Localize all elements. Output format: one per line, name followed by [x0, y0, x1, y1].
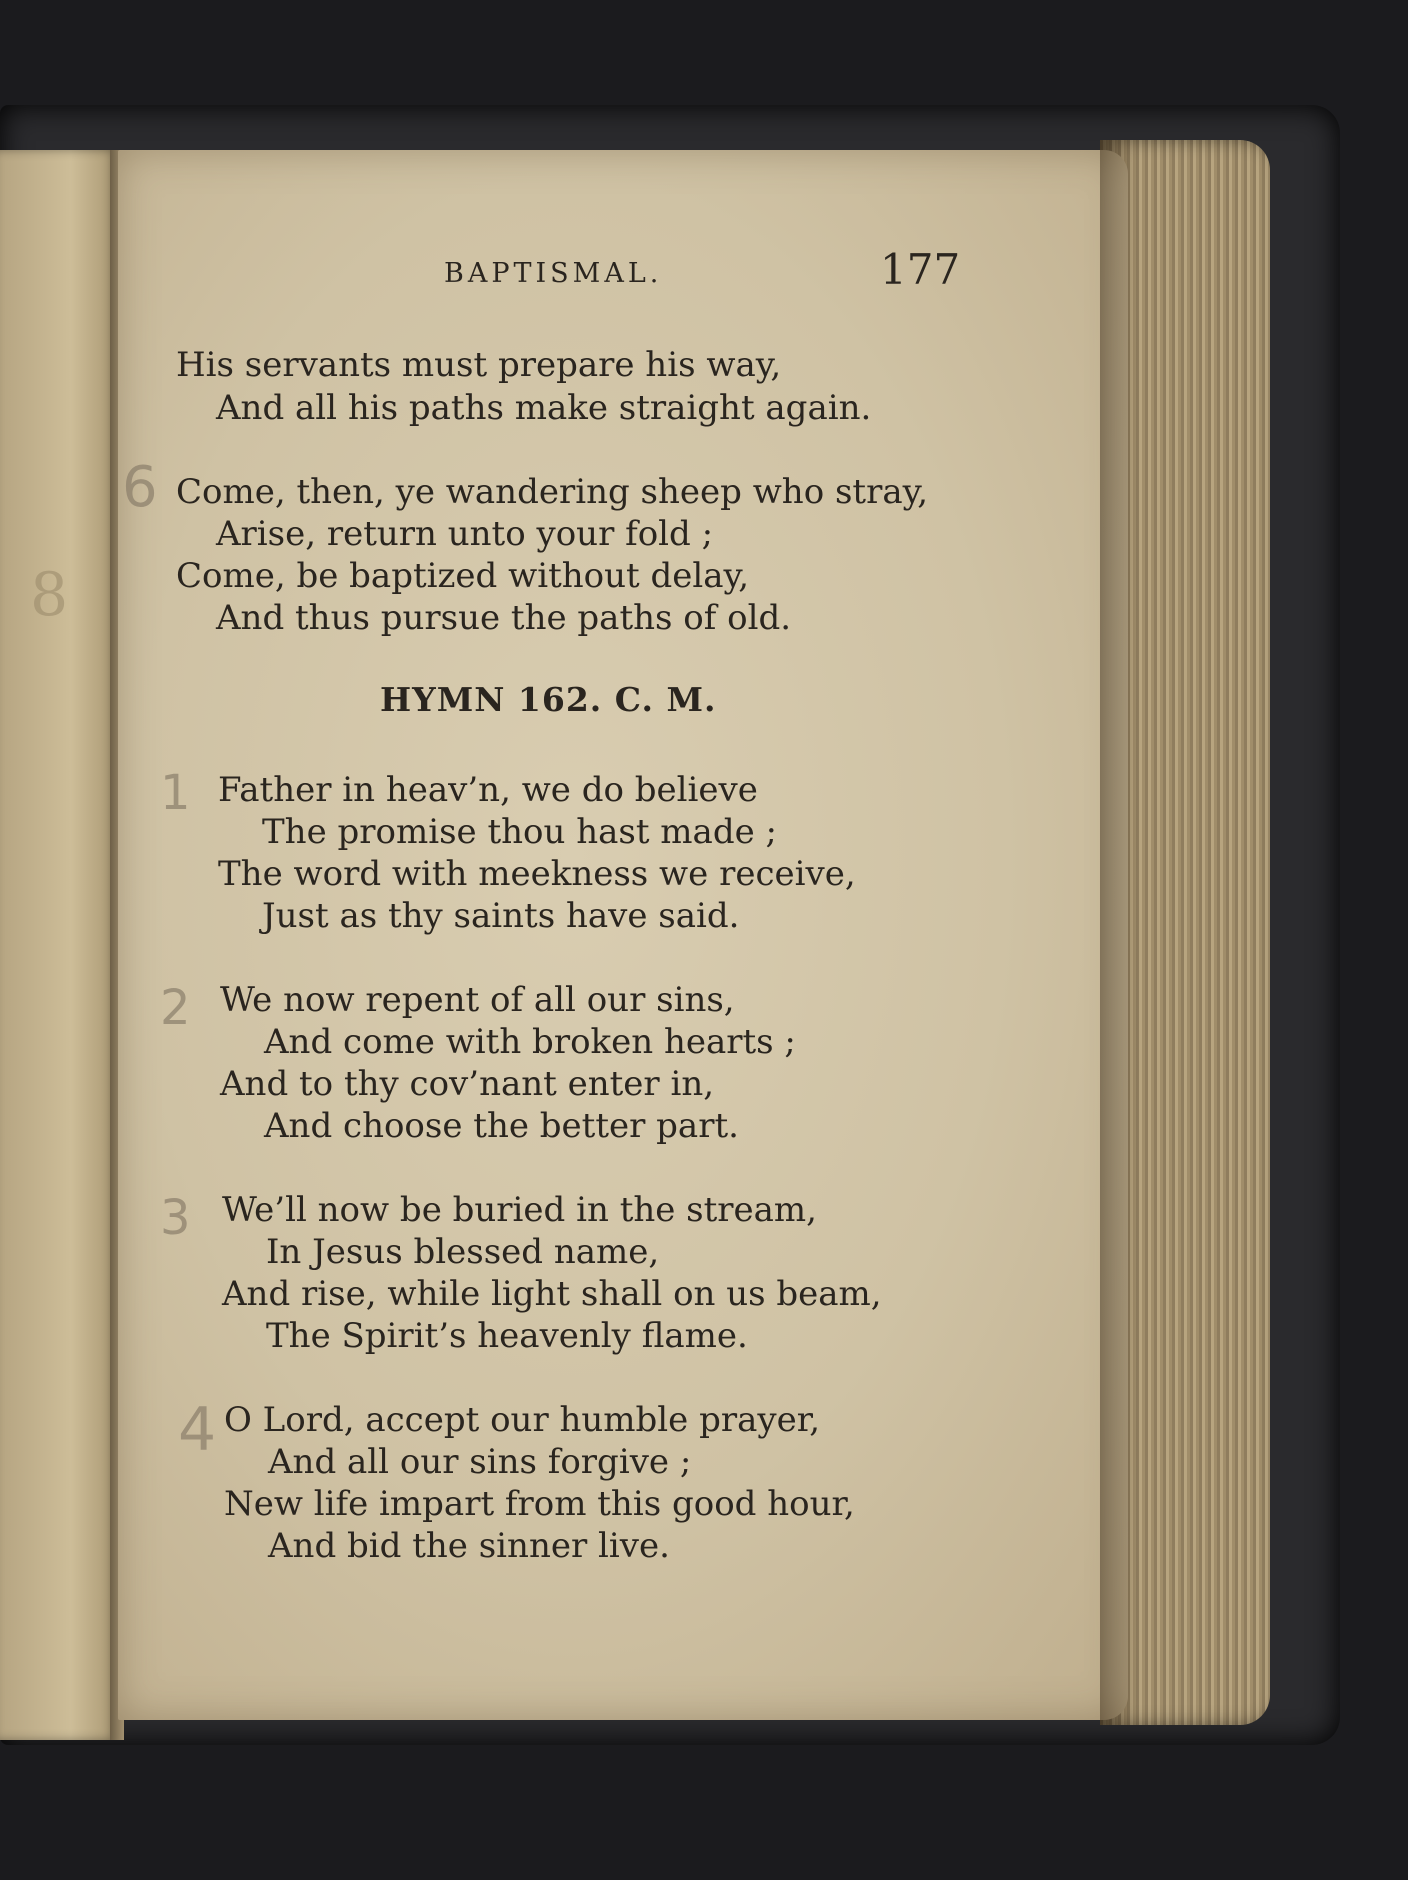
- verse-line: Come, then, ye wandering sheep who stray,: [176, 472, 929, 512]
- verse-line: The promise thou hast made ;: [262, 812, 777, 852]
- verse-line: New life impart from this good hour,: [224, 1484, 855, 1524]
- verse-line: And thus pursue the paths of old.: [216, 598, 792, 638]
- verse-line: And choose the better part.: [264, 1106, 739, 1146]
- verse-line: The Spirit’s heavenly flame.: [266, 1316, 748, 1356]
- left-page-edge-glyph: 8: [30, 560, 69, 630]
- verse-line: Father in heav’n, we do believe: [218, 770, 758, 810]
- verse-line: His servants must prepare his way,: [176, 345, 782, 385]
- pencil-mark: 2: [160, 980, 191, 1036]
- running-header: BAPTISMAL.: [444, 258, 663, 289]
- hymn-title: HYMN 162. C. M.: [380, 680, 717, 719]
- verse-line: And all our sins forgive ;: [268, 1442, 692, 1482]
- verse-line: The word with meekness we receive,: [218, 854, 856, 894]
- verse-line: And come with broken hearts ;: [264, 1022, 796, 1062]
- pencil-mark: 6: [122, 455, 158, 520]
- verse-line: O Lord, accept our humble prayer,: [224, 1400, 821, 1440]
- verse-line: In Jesus blessed name,: [266, 1232, 660, 1272]
- pencil-mark: 3: [160, 1190, 191, 1246]
- verse-line: And all his paths make straight again.: [216, 388, 872, 428]
- verse-line: And to thy cov’nant enter in,: [220, 1064, 715, 1104]
- pencil-mark: 1: [160, 765, 191, 821]
- page-number: 177: [880, 245, 961, 294]
- verse-line: Arise, return unto your fold ;: [216, 514, 714, 554]
- verse-line: We now repent of all our sins,: [220, 980, 735, 1020]
- verse-line: And rise, while light shall on us beam,: [222, 1274, 882, 1314]
- verse-line: We’ll now be buried in the stream,: [222, 1190, 817, 1230]
- verse-line: Come, be baptized without delay,: [176, 556, 750, 596]
- verse-line: And bid the sinner live.: [268, 1526, 670, 1566]
- verse-line: Just as thy saints have said.: [262, 896, 740, 936]
- pencil-mark: 4: [178, 1395, 217, 1465]
